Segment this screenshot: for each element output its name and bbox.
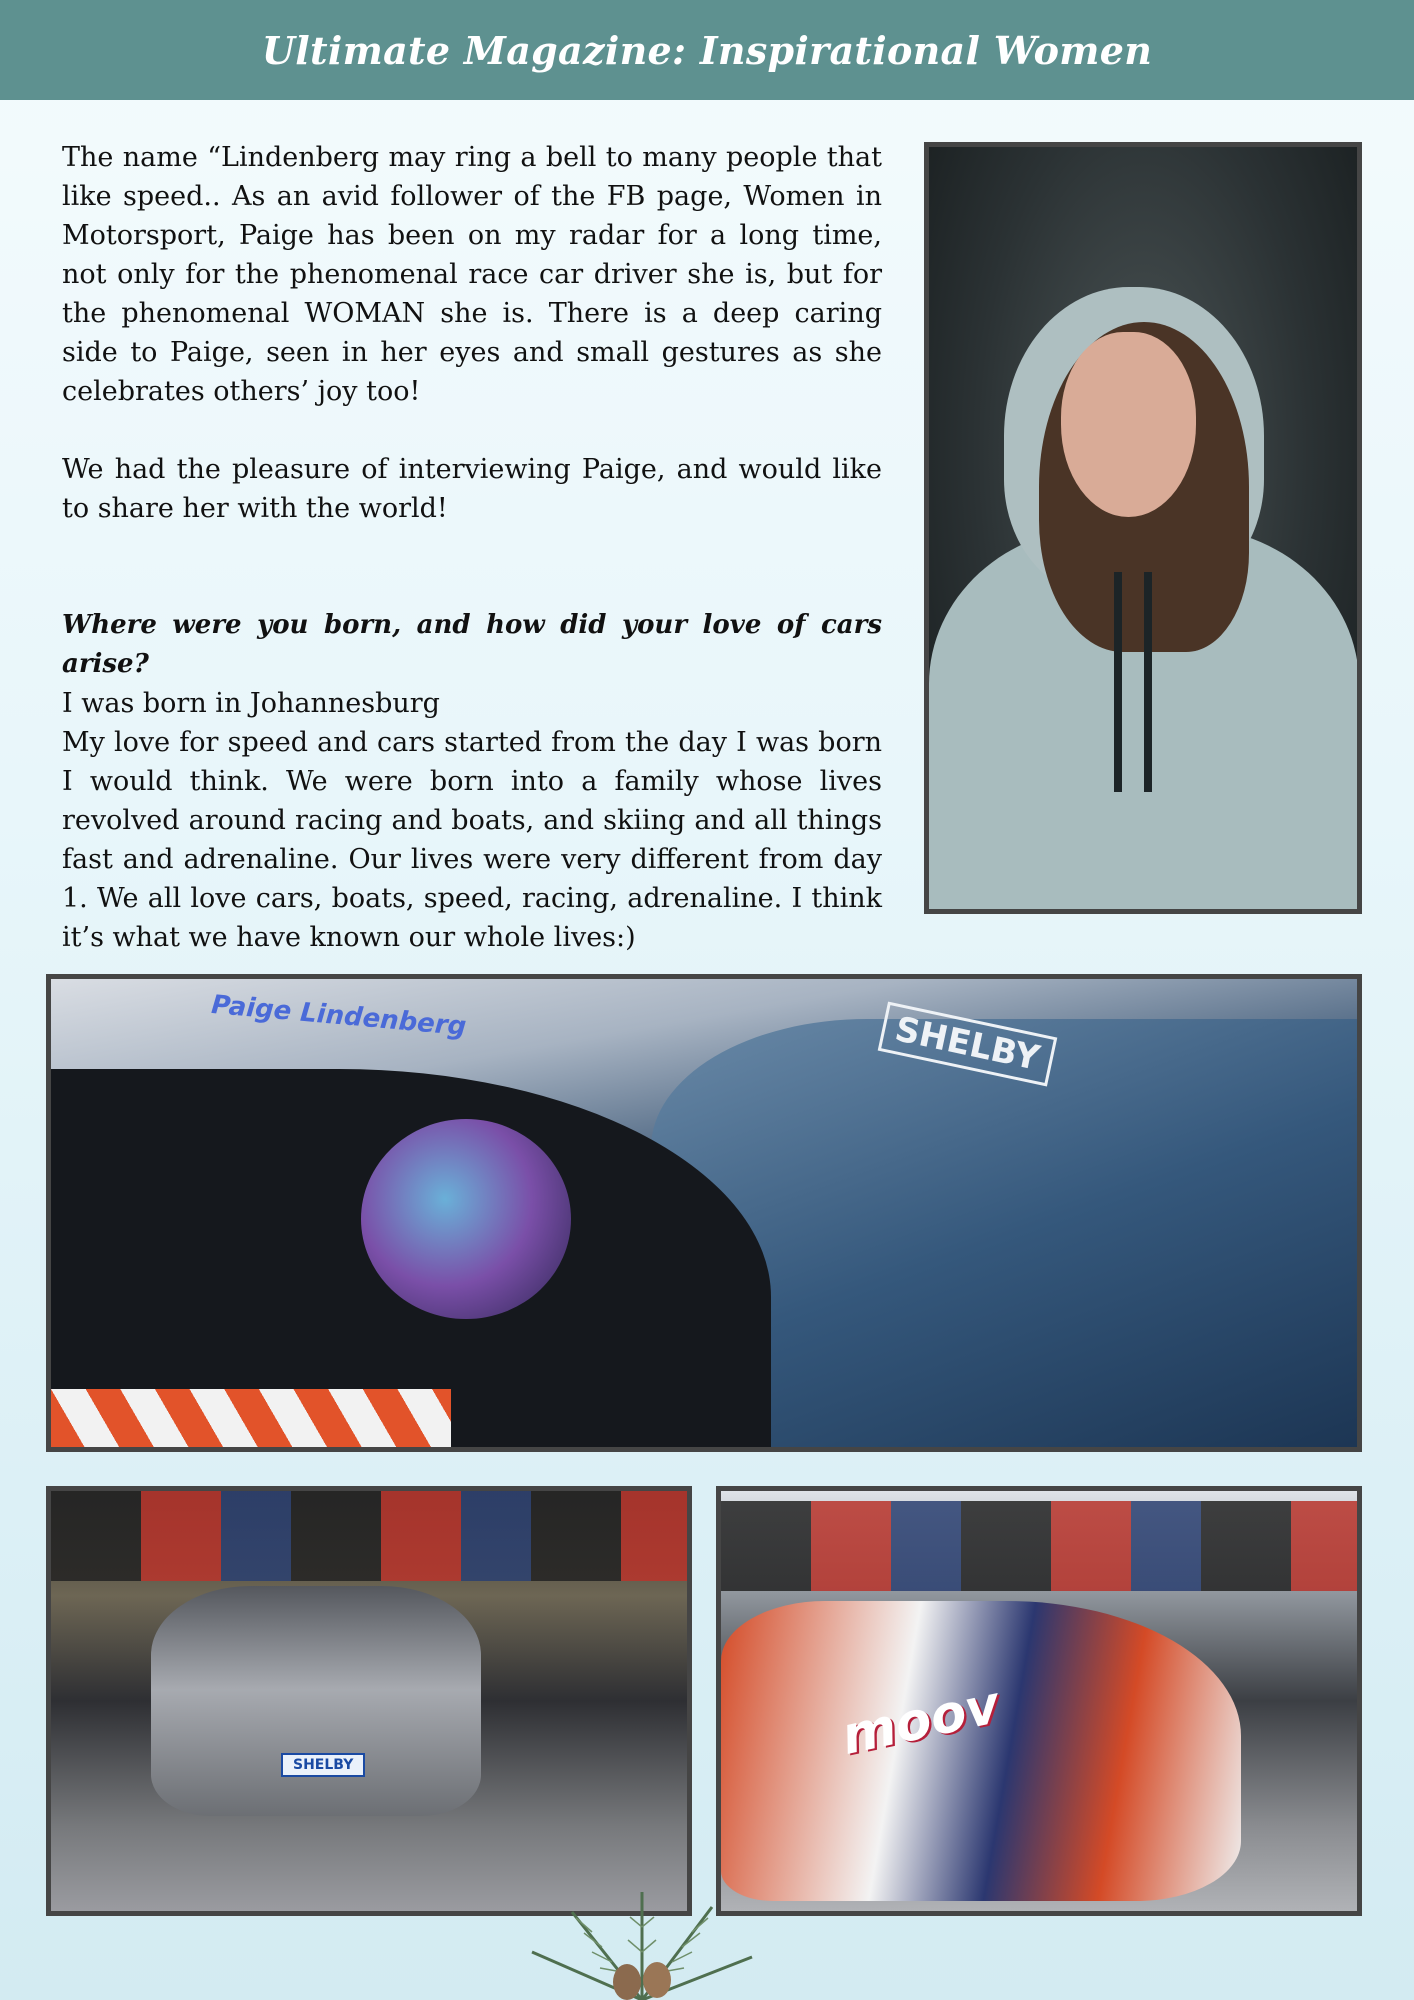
shelby-plate: SHELBY [281, 1753, 365, 1777]
header-banner [0, 0, 1414, 100]
article-body [62, 138, 882, 957]
portrait-photo [924, 142, 1362, 914]
answer-paragraph: My love for speed and cars started from the day I was born I would think. We were born into a family whose lives revolved around racing and boats, and skiing and all things fast and adrenaline. Our lives were very different from day 1. We all love cars, boats, speed, racing, adrenaline. I think it’s what we have known our whole lives:) [62, 727, 882, 953]
intro-paragraph: The name “Lindenberg may ring a bell to many people that like speed.. As an avid follower of the FB page, Women in Motorsport, Paige has been on my radar for a long time, not only for the phenomenal race car driver she is, but for the phenomenal WOMAN she is. There is a deep caring side to Paige, seen in her eyes and small gestures as she celebrates others’ joy too! [62, 142, 882, 407]
answer-line: I was born in Johannesburg [62, 688, 440, 719]
livery-car-photo [716, 1486, 1362, 1916]
pine-branch-decoration [512, 1872, 772, 2000]
car-name-decal: Paige Lindenberg [210, 989, 468, 1043]
lead-paragraph: We had the pleasure of interviewing Paige, and would like to share her with the world! [62, 454, 882, 524]
page-title: Ultimate Magazine: Inspirational Women [261, 27, 1153, 73]
helmet-image [361, 1119, 571, 1319]
interview-question: Where were you born, and how did your love of cars arise? [62, 610, 882, 679]
pit-area-car-photo [46, 1486, 692, 1916]
race-car-driver-photo [46, 974, 1362, 1452]
shelby-decal: SHELBY [878, 1002, 1057, 1087]
moov-logo: moov [836, 1675, 1006, 1767]
